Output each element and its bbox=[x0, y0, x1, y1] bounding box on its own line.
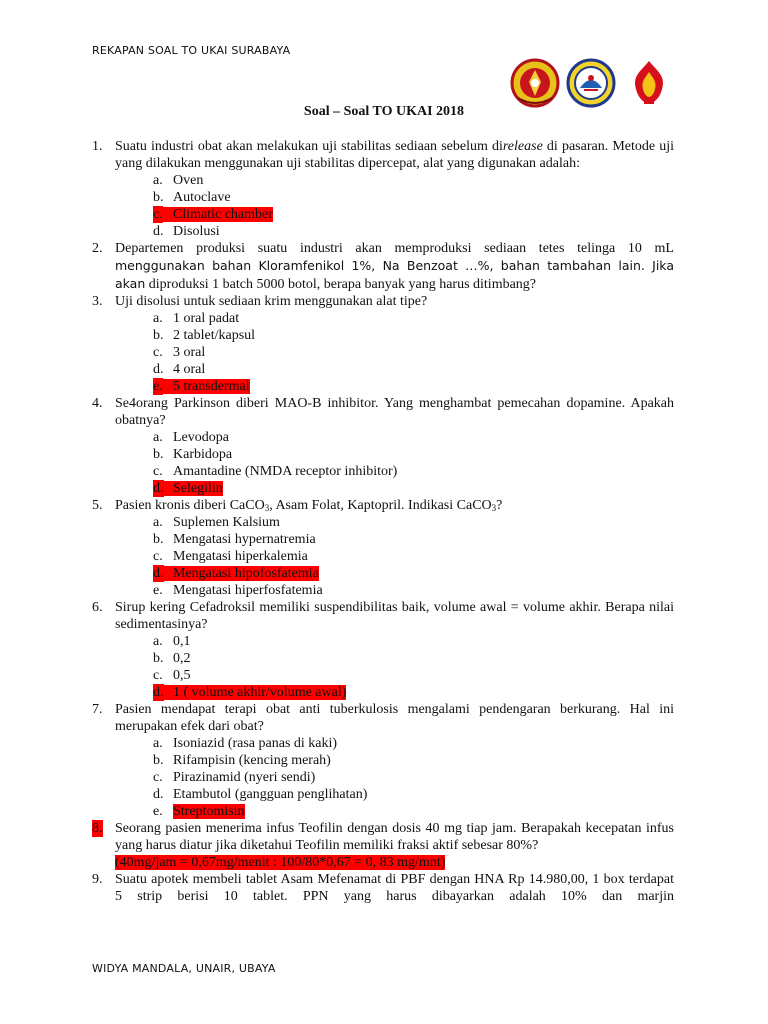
option-text-highlighted: Climatic chamber bbox=[153, 207, 273, 222]
question-number: 1. bbox=[92, 139, 103, 154]
option-item bbox=[115, 463, 674, 480]
option-text: Disolusi bbox=[173, 224, 220, 239]
option-text: Karbidopa bbox=[173, 447, 233, 462]
answer-text-highlighted: (40mg/jam = 0,67mg/menit : 100/80*0,67 = 0, 83 mg/mnt) bbox=[115, 855, 446, 870]
page-footer: WIDYA MANDALA, UNAIR, UBAYA bbox=[92, 962, 276, 975]
page-header: REKAPAN SOAL TO UKAI SURABAYA bbox=[92, 44, 291, 57]
option-letter: d. bbox=[153, 481, 164, 496]
option-item bbox=[115, 735, 674, 752]
question-item bbox=[92, 240, 674, 293]
option-item bbox=[115, 752, 674, 769]
option-text: Mengatasi hiperfosfatemia bbox=[173, 583, 323, 598]
option-text: Isoniazid (rasa panas di kaki) bbox=[173, 736, 338, 751]
question-number: 5. bbox=[92, 498, 103, 513]
option-item bbox=[115, 667, 674, 684]
option-text: Autoclave bbox=[173, 190, 231, 205]
option-text: 3 oral bbox=[173, 345, 206, 360]
option-letter: c. bbox=[153, 345, 163, 360]
option-list bbox=[115, 429, 674, 497]
option-item bbox=[115, 327, 674, 344]
option-item bbox=[115, 769, 674, 786]
option-letter: a. bbox=[153, 515, 163, 530]
widya-mandala-logo-icon bbox=[510, 58, 560, 108]
subscript: 3 bbox=[264, 503, 270, 513]
question-text: Suatu apotek membeli tablet Asam Mefenamat di PBF dengan HNA Rp 14.980,00, 1 box terdapat 5 strip berisi 10 tablet. PPN yang harus dibayarkan adalah 10% dan marjin bbox=[115, 872, 674, 904]
option-list bbox=[115, 633, 674, 701]
option-letter: c. bbox=[153, 207, 163, 222]
option-item-correct bbox=[115, 206, 674, 223]
question-text-part: ? bbox=[496, 498, 503, 513]
question-item bbox=[92, 701, 674, 820]
option-text: 0,5 bbox=[173, 668, 191, 683]
question-item bbox=[92, 138, 674, 240]
option-text: Etambutol (gangguan penglihatan) bbox=[173, 787, 368, 802]
option-item bbox=[115, 633, 674, 650]
option-text: 2 tablet/kapsul bbox=[173, 328, 256, 343]
option-item bbox=[115, 531, 674, 548]
question-text-part: Departemen produksi suatu industri akan memproduksi sediaan tetes telinga 10 mL bbox=[115, 241, 674, 256]
option-item bbox=[115, 172, 674, 189]
question-number: 4. bbox=[92, 396, 103, 411]
option-letter: a. bbox=[153, 311, 163, 326]
question-number: 6. bbox=[92, 600, 103, 615]
option-text: Suplemen Kalsium bbox=[173, 515, 280, 530]
option-letter: a. bbox=[153, 634, 163, 649]
option-letter: c. bbox=[153, 668, 163, 683]
question-text bbox=[115, 138, 674, 172]
option-letter: b. bbox=[153, 753, 164, 768]
option-text: 0,2 bbox=[173, 651, 191, 666]
option-letter: a. bbox=[153, 736, 163, 751]
option-letter: a. bbox=[153, 430, 163, 445]
option-letter: e. bbox=[153, 379, 163, 394]
option-letter: d. bbox=[153, 566, 164, 581]
option-text-highlighted: Streptomisin bbox=[173, 804, 245, 819]
option-text: Mengatasi hypernatremia bbox=[173, 532, 316, 547]
question-number: 3. bbox=[92, 294, 103, 309]
question-text bbox=[115, 240, 674, 293]
option-letter: d. bbox=[153, 685, 164, 700]
option-item bbox=[115, 548, 674, 565]
question-item bbox=[92, 871, 674, 905]
question-text-part: Suatu industri obat akan melakukan uji stabilitas sediaan sebelum di bbox=[115, 139, 503, 154]
option-letter: b. bbox=[153, 532, 164, 547]
question-list bbox=[92, 138, 674, 905]
option-letter: d. bbox=[153, 362, 164, 377]
option-item-correct bbox=[115, 803, 674, 820]
option-list bbox=[115, 310, 674, 395]
question-text: Uji disolusi untuk sediaan krim menggunakan alat tipe? bbox=[115, 294, 428, 309]
question-text-part: Pasien kronis diberi CaCO bbox=[115, 498, 265, 513]
question-text bbox=[115, 497, 674, 514]
option-item bbox=[115, 429, 674, 446]
option-letter: e. bbox=[153, 583, 163, 598]
option-text: 0,1 bbox=[173, 634, 191, 649]
option-item-correct bbox=[115, 378, 674, 395]
question-item bbox=[92, 497, 674, 599]
unair-logo-icon bbox=[566, 58, 616, 108]
option-letter: e. bbox=[153, 804, 163, 819]
option-text-highlighted: 5 transdermal bbox=[153, 379, 250, 394]
ubaya-logo-icon bbox=[624, 58, 674, 108]
option-text: Oven bbox=[173, 173, 204, 188]
option-list bbox=[115, 172, 674, 240]
option-letter: b. bbox=[153, 328, 164, 343]
option-letter: c. bbox=[153, 549, 163, 564]
option-letter: c. bbox=[153, 770, 163, 785]
option-list bbox=[115, 735, 674, 820]
question-item bbox=[92, 395, 674, 497]
question-text-part: di pasaran. Metode uji yang dilakukan menggunakan uji stabilitas dipercepat, alat yang digunakan adalah: bbox=[115, 139, 675, 171]
question-text: Se4orang Parkinson diberi MAO-B inhibitor. Yang menghambat pemecahan dopamine. Apakah obatnya? bbox=[115, 396, 674, 428]
option-item bbox=[115, 446, 674, 463]
option-item bbox=[115, 514, 674, 531]
question-number-highlighted: 8. bbox=[92, 821, 103, 836]
option-item bbox=[115, 189, 674, 206]
logo-group bbox=[510, 58, 678, 110]
option-item bbox=[115, 650, 674, 667]
option-text: Pirazinamid (nyeri sendi) bbox=[173, 770, 316, 785]
question-text-part: menggunakan bahan Kloramfenikol 1%, Na Benzoat …%, bahan tambahan lain. Jika akan bbox=[115, 258, 674, 291]
option-item bbox=[115, 344, 674, 361]
subscript: 3 bbox=[491, 503, 497, 513]
answer-line bbox=[115, 854, 674, 871]
question-number: 9. bbox=[92, 872, 103, 887]
question-text-italic: release bbox=[502, 139, 543, 154]
option-item-correct bbox=[115, 565, 674, 582]
question-text: Seorang pasien menerima infus Teofilin dengan dosis 40 mg tiap jam. Berapakah kecepatan infus yang harus diatur jika diketahui Teofilin memiliki fraksi aktif sebesar 80%? bbox=[115, 821, 674, 853]
option-item bbox=[115, 582, 674, 599]
question-number: 7. bbox=[92, 702, 103, 717]
option-letter: a. bbox=[153, 173, 163, 188]
question-text-part: , Asam Folat, Kaptopril. Indikasi CaCO bbox=[269, 498, 492, 513]
question-text-part: diproduksi 1 batch 5000 botol, berapa banyak yang harus ditimbang? bbox=[145, 277, 537, 292]
option-item-correct bbox=[115, 684, 674, 701]
option-text: 1 oral padat bbox=[173, 311, 240, 326]
question-number: 2. bbox=[92, 241, 103, 256]
option-text-highlighted: 1 ( volume akhir/volume awal) bbox=[153, 685, 346, 700]
question-item bbox=[92, 820, 674, 871]
option-item bbox=[115, 223, 674, 240]
option-text: Amantadine (NMDA receptor inhibitor) bbox=[173, 464, 398, 479]
option-text: Rifampisin (kencing merah) bbox=[173, 753, 331, 768]
option-text: 4 oral bbox=[173, 362, 206, 377]
option-letter: d. bbox=[153, 224, 164, 239]
question-text: Pasien mendapat terapi obat anti tuberkulosis mengalami pendengaran berkurang. Hal ini merupakan efek dari obat? bbox=[115, 702, 674, 734]
document-title: Soal – Soal TO UKAI 2018 bbox=[303, 104, 465, 119]
option-text-highlighted: Mengatasi hipofosfatemia bbox=[153, 566, 319, 581]
option-letter: c. bbox=[153, 464, 163, 479]
option-item-correct bbox=[115, 480, 674, 497]
option-text-highlighted: Selegilin bbox=[153, 481, 223, 496]
option-letter: b. bbox=[153, 651, 164, 666]
question-text: Sirup kering Cefadroksil memiliki suspendibilitas baik, volume awal = volume akhir. Berapa nilai sedimentasinya? bbox=[115, 600, 674, 632]
option-text: Mengatasi hiperkalemia bbox=[173, 549, 308, 564]
option-letter: d. bbox=[153, 787, 164, 802]
option-item bbox=[115, 786, 674, 803]
question-item bbox=[92, 599, 674, 701]
option-letter: b. bbox=[153, 190, 164, 205]
question-item bbox=[92, 293, 674, 395]
option-item bbox=[115, 310, 674, 327]
option-text: Levodopa bbox=[173, 430, 229, 445]
option-letter: b. bbox=[153, 447, 164, 462]
option-list bbox=[115, 514, 674, 599]
option-item bbox=[115, 361, 674, 378]
